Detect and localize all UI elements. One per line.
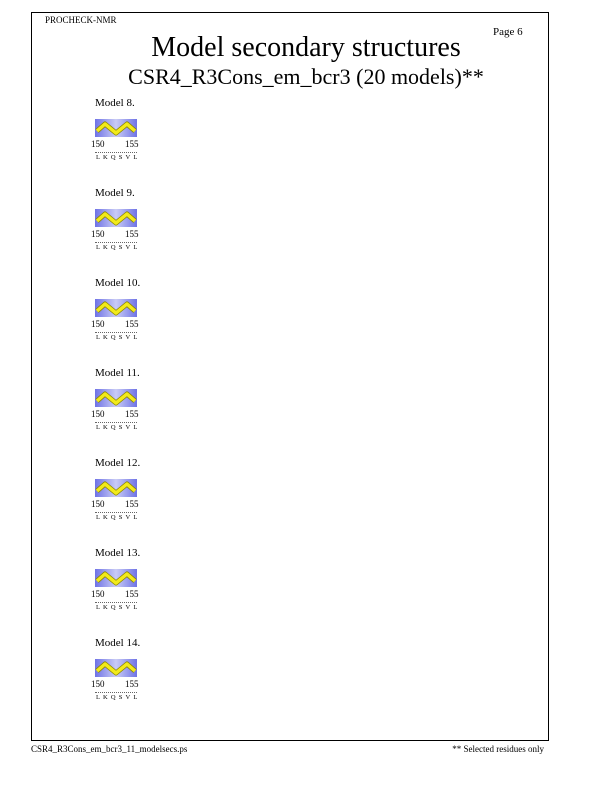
residue-start-number: 150: [91, 409, 105, 419]
model-block: [91, 367, 215, 447]
residue-end-number: 155: [125, 679, 139, 689]
sequence-rule: [95, 422, 137, 423]
model-label: Model 8.: [95, 97, 135, 109]
residue-start-number: 150: [91, 139, 105, 149]
sequence-rule: [95, 692, 137, 693]
model-block: [91, 637, 215, 717]
residue-sequence: L K Q S V L: [96, 334, 139, 341]
secondary-structure-strip: [95, 299, 137, 317]
model-block: [91, 547, 215, 627]
model-block: [91, 277, 215, 357]
secondary-structure-strip: [95, 389, 137, 407]
secondary-structure-strip: [95, 209, 137, 227]
secondary-structure-strip: [95, 659, 137, 677]
residue-end-number: 155: [125, 499, 139, 509]
residue-end-number: 155: [125, 589, 139, 599]
residue-sequence: L K Q S V L: [96, 154, 139, 161]
residue-start-number: 150: [91, 229, 105, 239]
model-label: Model 10.: [95, 277, 141, 289]
sequence-rule: [95, 152, 137, 153]
program-name: PROCHECK-NMR: [45, 15, 117, 25]
sequence-rule: [95, 602, 137, 603]
footer-filename: CSR4_R3Cons_em_bcr3_11_modelsecs.ps: [31, 744, 188, 754]
secondary-structure-strip: [95, 569, 137, 587]
model-label: Model 13.: [95, 547, 141, 559]
page-subtitle: CSR4_R3Cons_em_bcr3 (20 models)**: [128, 64, 484, 89]
residue-sequence: L K Q S V L: [96, 424, 139, 431]
residue-end-number: 155: [125, 229, 139, 239]
residue-end-number: 155: [125, 409, 139, 419]
residue-end-number: 155: [125, 139, 139, 149]
model-label: Model 11.: [95, 367, 140, 379]
residue-start-number: 150: [91, 679, 105, 689]
page-title: Model secondary structures: [151, 32, 461, 63]
sequence-rule: [95, 512, 137, 513]
sequence-rule: [95, 242, 137, 243]
secondary-structure-strip: [95, 119, 137, 137]
residue-sequence: L K Q S V L: [96, 694, 139, 701]
model-label: Model 14.: [95, 637, 141, 649]
residue-sequence: L K Q S V L: [96, 244, 139, 251]
residue-start-number: 150: [91, 589, 105, 599]
model-block: [91, 187, 215, 267]
residue-end-number: 155: [125, 319, 139, 329]
sequence-rule: [95, 332, 137, 333]
residue-sequence: L K Q S V L: [96, 514, 139, 521]
residue-start-number: 150: [91, 499, 105, 509]
page-number: Page 6: [493, 26, 523, 38]
model-block: [91, 457, 215, 537]
footer-note: ** Selected residues only: [452, 744, 544, 754]
model-label: Model 9.: [95, 187, 135, 199]
model-label: Model 12.: [95, 457, 141, 469]
residue-start-number: 150: [91, 319, 105, 329]
secondary-structure-strip: [95, 479, 137, 497]
model-block: [91, 97, 215, 177]
residue-sequence: L K Q S V L: [96, 604, 139, 611]
